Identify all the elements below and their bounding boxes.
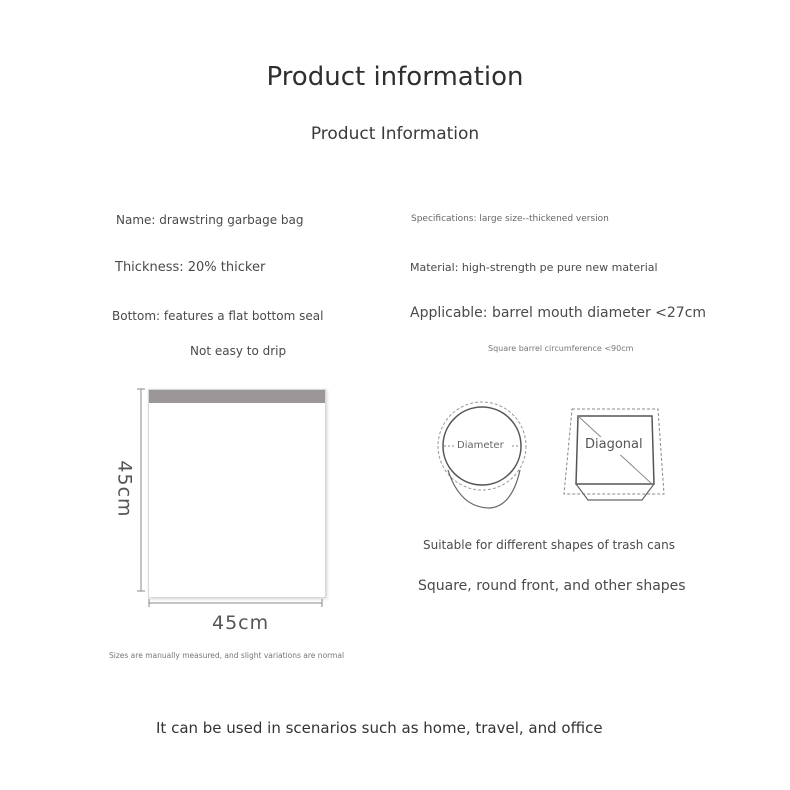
spec-specifications: Specifications: large size--thickened version bbox=[411, 214, 609, 224]
shapes-caption-detail: Square, round front, and other shapes bbox=[418, 578, 686, 594]
shapes-caption: Suitable for different shapes of trash cans bbox=[423, 538, 675, 552]
spec-bottom: Bottom: features a flat bottom seal bbox=[112, 309, 324, 323]
square-can-icon bbox=[560, 404, 670, 504]
spec-material: Material: high-strength pe pure new material bbox=[410, 261, 658, 274]
garbage-bag-illustration bbox=[148, 389, 326, 598]
measurement-note: Sizes are manually measured, and slight variations are normal bbox=[109, 651, 345, 660]
spec-applicable: Applicable: barrel mouth diameter <27cm bbox=[410, 305, 707, 321]
page-subtitle: Product Information bbox=[310, 124, 480, 144]
bag-height-label: 45cm bbox=[113, 460, 136, 518]
bag-drawstring-band bbox=[149, 390, 325, 403]
spec-square-circumference: Square barrel circumference <90cm bbox=[488, 344, 634, 353]
spec-thickness: Thickness: 20% thicker bbox=[115, 260, 266, 275]
diagonal-label: Diagonal bbox=[585, 437, 643, 452]
spec-name: Name: drawstring garbage bag bbox=[116, 213, 304, 227]
diameter-label: Diameter bbox=[457, 440, 504, 451]
page-title: Product information bbox=[266, 62, 524, 92]
bag-width-label: 45cm bbox=[212, 612, 270, 634]
round-can-icon bbox=[430, 400, 535, 515]
usage-scenarios: It can be used in scenarios such as home, travel, and office bbox=[156, 719, 603, 737]
spec-not-drip: Not easy to drip bbox=[190, 344, 287, 358]
